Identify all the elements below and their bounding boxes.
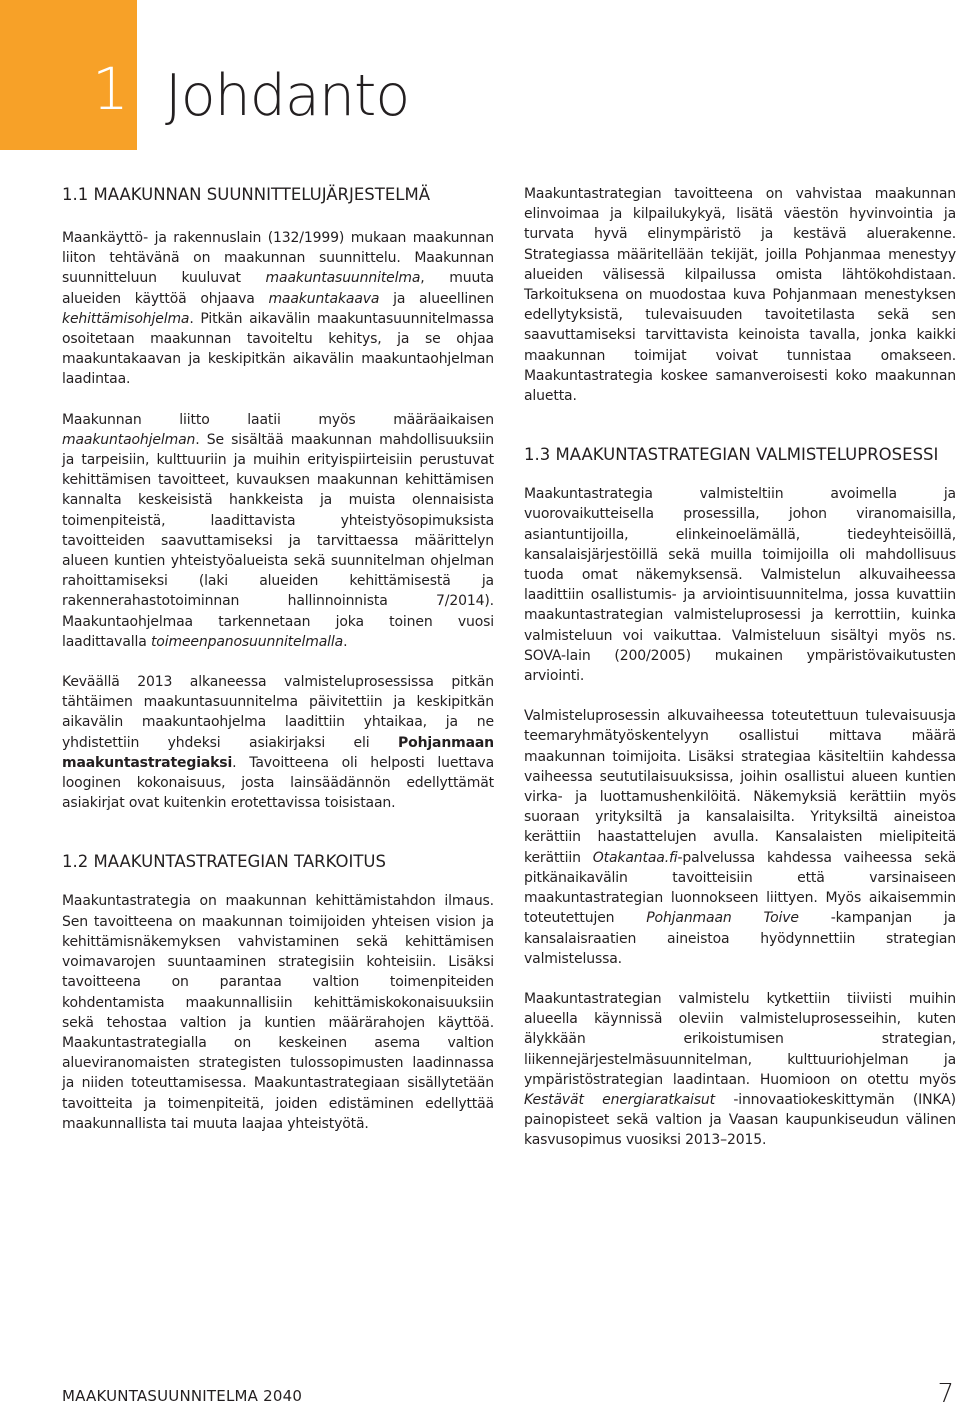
section-heading-1-2: 1.2 MAAKUNTASTRATEGIAN TARKOITUS (62, 852, 386, 872)
page-number: 7 (937, 1379, 954, 1409)
section-heading-1-3: 1.3 MAAKUNTASTRATEGIAN VALMISTELUPROSESSI (524, 445, 939, 465)
chapter-title: Johdanto (165, 63, 410, 129)
paragraph: Maakuntastrategian tavoitteena on vahvistaa maakunnan elinvoimaa ja kilpailukykyä, lisätä väestön hyvinvointia ja turvata hyvä elinympäristö ja kestävä aluerakenne. Strategiassa määritellään tekijät, joilla Pohjanmaa menestyy alueiden välisessä kilpailussa omista lähtökohdistaan. Tarkoituksena on muodostaa kuva Pohjanmaan menestyksen edellytyksistä, tulevaisuuden tavoitetilasta sekä sen saavuttamiseksi tarvittavista keinoista tavalla, jonka kaikki maakunnan toimijat voivat tunnistaa omakseen. Maakuntastrategia koskee samanveroisesti koko maakunnan aluetta. (524, 186, 956, 405)
right-column (524, 184, 956, 1151)
paragraph: Keväällä 2013 alkaneessa valmisteluprosessissa pitkän tähtäimen maakuntasuunnitelma päivitettiin ja keskipitkän aikavälin maakuntaohjelma laadittiin yhtaikaa, ja ne yhdistettiin yhdeksi asiakirjaksi eli Pohjanmaan maakuntastrategiaksi. Tavoitteena oli helposti luettava looginen kokonaisuus, josta lainsäädännön edellyttämät asiakirjat ovat kuitenkin erotettavissa toisistaan. (62, 674, 494, 812)
paragraph: Maakuntastrategian valmistelu kytkettiin tiiviisti muihin alueella käynnissä oleviin valmisteluprosesseihin, kuten älykkään erikoistumisen strategian, liikennejärjestelmäsuunnitelman, kulttuuriohjelman ja ympäristöstrategian laadintaan. Huomioon on otettu myös Kestävät energiaratkaisut -innovaatiokeskittymän (INKA) painopisteet sekä valtion ja Vaasan kaupunkiseudun välinen kasvusopimus vuosiksi 2013–2015. (524, 990, 956, 1149)
paragraph: Maankäyttö- ja rakennuslain (132/1999) mukaan maakunnan liiton tehtävänä on maakunnan suunnittelu. Maakunnan suunnitteluun kuuluvat maakuntasuunnitelma, muuta alueiden käyttöä ohjaava maakuntakaava ja alueellinen kehittämisohjelma. Pitkän aikavälin maakuntasuunnitelmassa osoitetaan maakunnan tavoiteltu kehitys, ja se ohjaa maakuntakaavan ja keskipitkän aikavälin maakuntaohjelman laadintaa. (62, 230, 494, 388)
paragraph: Valmisteluprosessin alkuvaiheessa toteutettuun tulevaisuusja teemaryhmätyöskentelyyn osallistui mittava määrä maakunnan toimijoita. Lisäksi strategiaa käsiteltiin kahdessa vaiheessa seututilaisuuksissa, joihin osallistui alueen kuntien virka- ja luottamushenkilöitä. Näkemyksiä kerättiin myös suoraan yrityksiltä ja kansalaisilta. Yrityksiltä aineistoa kerättiin haastattelujen avulla. Kansalaisten mielipiteitä kerättiin Otakantaa.fi-palvelussa kahdessa vaiheessa sekä pitkänaikavälin tavoitteisiin että varsinaiseen maakuntastrategian luonnokseen liittyen. Myös aikaisemmin toteutettujen Pohjanmaan Toive -kampanjan ja kansalaisraatien aineistoa hyödynnettiin strategian valmistelussa. (524, 708, 957, 967)
chapter-tab (0, 0, 137, 150)
paragraph: Maakuntastrategia on maakunnan kehittämistahdon ilmaus. Sen tavoitteena on maakunnan toimijoiden yhteisen vision ja kehittämisnäkemyksen vahvistaminen sekä kehittämisen voimavarojen suuntaaminen strategisiin kohteisiin. Lisäksi tavoitteena on parantaa valtion toimenpiteiden kohdentamista maakunnallisiin kehittämiskokonaisuuksiin sekä tehostaa valtion ja kuntien määrärahojen käyttöä. Maakuntastrategialla on keskeinen asema valtion alueviranomaisten strategisten tulossopimusten laadinnassa ja niiden toteuttamisessa. Maakuntastrategiaan sisällytetään tavoitteita ja toimenpiteitä, joiden edistäminen edellyttää maakunnallista tai muuta laajaa yhteistyötä. (62, 893, 494, 1132)
paragraph: Maakuntastrategia valmisteltiin avoimella ja vuorovaikutteisella prosessilla, johon viranomaisilla, asiantuntijoilla, elinkeinoelämällä, tiedeyhteisöillä, kansalaisjärjestöillä sekä muilla toimijoilla oli mahdollisuus tuoda omat näkemyksensä. Valmistelun alkuvaiheessa laadittiin osallistumis- ja arviointisuunnitelma, jossa kuvattiin maakuntastrategian valmisteluprosessi ja kerrottiin, kuinka valmisteluun voi vaikuttaa. Valmisteluun sisältyi myös ns. SOVA-lain (200/2005) mukainen ympäristövaikutusten arviointi. (524, 486, 956, 685)
chapter-number: 1 (92, 55, 129, 123)
paragraph: Maakunnan liitto laatii myös määräaikaisen maakuntaohjelman. Se sisältää maakunnan mahdollisuuksiin ja tarpeisiin, kulttuuriin ja muihin erityispiirteisiin perustuvat kehittämisen tavoitteet, kuvauksen maakunnan kehittämisen kannalta keskeisistä hankkeista ja muista olennaisista toimenpiteistä, laadittavista yhteistyösopimuksista tavoitteiden saavuttamiseksi ja tarvittaessa määrittelyn alueen kuntien yhteistyöalueista sekä suunnitelman ohjelman rahoittamiseksi (laki alueiden kehittämisestä ja rakennerahastotoiminnan hallinnoinnista 7/2014). Maakuntaohjelmaa tarkennetaan joka toinen vuosi laadittavalla toimeenpanosuunnitelmalla. (62, 411, 494, 650)
section-heading-1-1: 1.1 MAAKUNNAN SUUNNITTELUJÄRJESTELMÄ (62, 185, 431, 204)
left-column (62, 184, 494, 1134)
footer-document-title: MAAKUNTASUUNNITELMA 2040 (62, 1387, 303, 1405)
